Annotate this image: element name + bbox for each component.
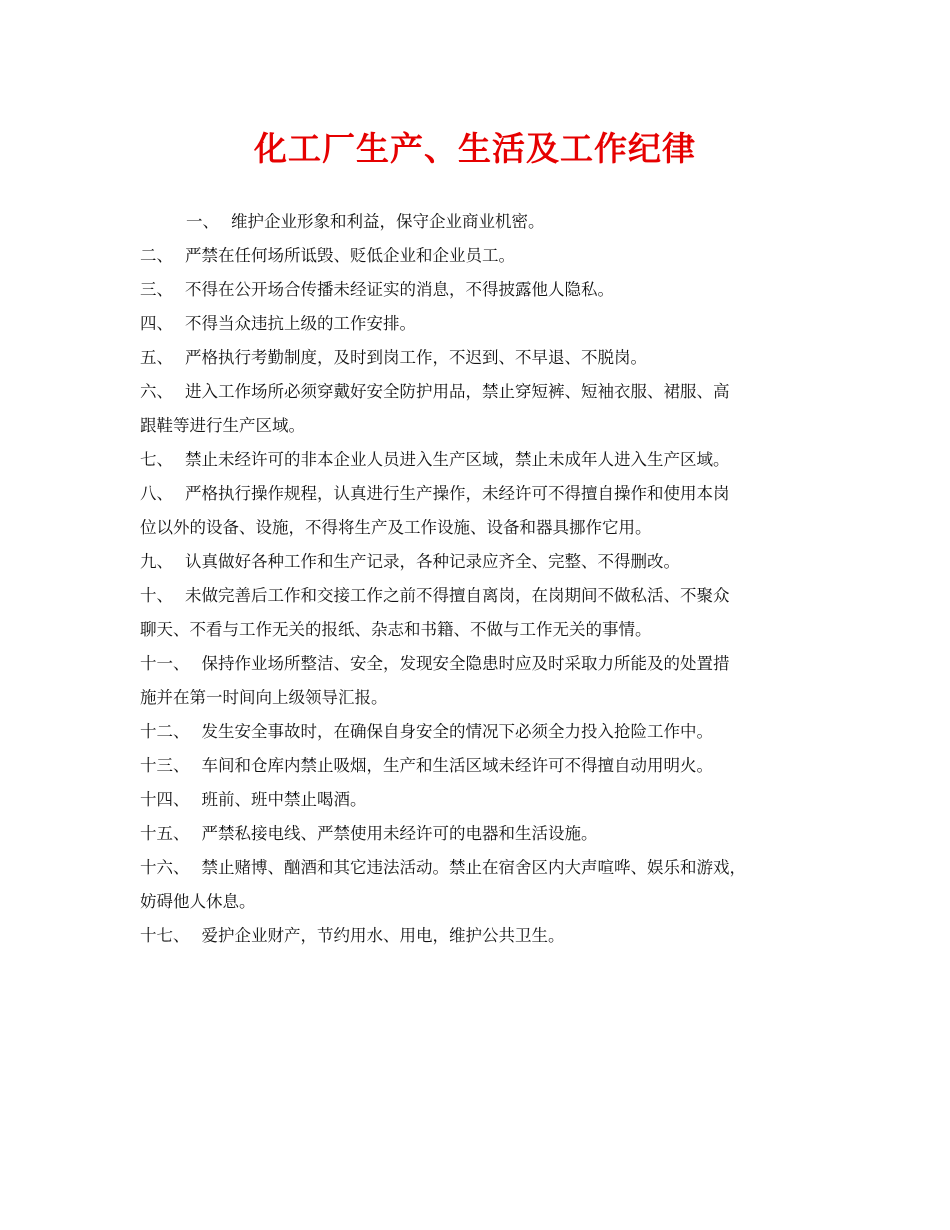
rule-text: 禁止赌博、酗酒和其它违法活动。禁止在宿舍区内大声喧哗、娱乐和游戏，: [201, 858, 746, 877]
rule-item: [140, 307, 820, 341]
rule-text: 不得在公开场合传播未经证实的消息，不得披露他人隐私。: [185, 280, 614, 299]
rule-text: 爱护企业财产，节约用水、用电，维护公共卫生。: [201, 926, 565, 945]
rule-number: 八、: [140, 484, 173, 503]
rule-number: 十、: [140, 586, 173, 605]
rule-item: [140, 715, 820, 749]
rule-item: [140, 783, 820, 817]
rule-text: 严格执行操作规程，认真进行生产操作，未经许可不得擅自操作和使用本岗: [185, 484, 730, 503]
rule-item: [140, 375, 820, 409]
rule-item: [140, 477, 820, 511]
rule-text: 保持作业场所整洁、安全，发现安全隐患时应及时采取力所能及的处置措: [201, 654, 730, 673]
rule-item-continuation: [140, 681, 820, 715]
rule-text: 跟鞋等进行生产区域。: [140, 416, 305, 435]
rule-text: 位以外的设备、设施，不得将生产及工作设施、设备和器具挪作它用。: [140, 518, 652, 537]
rule-text: 聊天、不看与工作无关的报纸、杂志和书籍、不做与工作无关的事情。: [140, 620, 652, 639]
rule-number: 十四、: [140, 790, 190, 809]
rule-item: [140, 443, 820, 477]
rule-item: [140, 205, 820, 239]
rule-item: [140, 817, 820, 851]
rule-number: 三、: [140, 280, 173, 299]
rule-item: [140, 239, 820, 273]
rule-text: 禁止未经许可的非本企业人员进入生产区域，禁止未成年人进入生产区域。: [185, 450, 730, 469]
rule-number: 七、: [140, 450, 173, 469]
rule-number: 一、: [186, 212, 219, 231]
rule-item-continuation: [140, 409, 820, 443]
rules-list: [140, 205, 820, 953]
rule-number: 九、: [140, 552, 173, 571]
rule-text: 妨碍他人休息。: [140, 892, 256, 911]
rule-number: 十六、: [140, 858, 190, 877]
rule-item: [140, 273, 820, 307]
rule-number: 十五、: [140, 824, 190, 843]
rule-number: 十二、: [140, 722, 190, 741]
rule-text: 车间和仓库内禁止吸烟，生产和生活区域未经许可不得擅自动用明火。: [201, 756, 713, 775]
rule-number: 十三、: [140, 756, 190, 775]
rule-number: 六、: [140, 382, 173, 401]
rule-item: [140, 545, 820, 579]
rule-item: [140, 851, 820, 885]
rule-text: 认真做好各种工作和生产记录，各种记录应齐全、完整、不得删改。: [185, 552, 680, 571]
rule-item-continuation: [140, 511, 820, 545]
rule-number: 十一、: [140, 654, 190, 673]
rule-item: [140, 579, 820, 613]
rule-number: 五、: [140, 348, 173, 367]
rule-text: 维护企业形象和利益，保守企业商业机密。: [231, 212, 545, 231]
rule-item: [140, 919, 820, 953]
rule-text: 进入工作场所必须穿戴好安全防护用品，禁止穿短裤、短袖衣服、裙服、高: [185, 382, 730, 401]
rule-number: 二、: [140, 246, 173, 265]
document-title: 化工厂生产、生活及工作纪律: [254, 129, 696, 168]
rule-text: 发生安全事故时，在确保自身安全的情况下必须全力投入抢险工作中。: [201, 722, 713, 741]
rule-item-continuation: [140, 613, 820, 647]
rule-text: 班前、班中禁止喝酒。: [201, 790, 367, 809]
rule-number: 十七、: [140, 926, 190, 945]
rule-text: 严禁在任何场所诋毁、贬低企业和企业员工。: [185, 246, 515, 265]
rule-text: 未做完善后工作和交接工作之前不得擅自离岗，在岗期间不做私活、不聚众: [185, 586, 730, 605]
rule-text: 不得当众违抗上级的工作安排。: [185, 314, 416, 333]
rule-item: [140, 749, 820, 783]
rule-text: 严格执行考勤制度，及时到岗工作，不迟到、不早退、不脱岗。: [185, 348, 647, 367]
rule-number: 四、: [140, 314, 173, 333]
rule-item: [140, 341, 820, 375]
rule-text: 严禁私接电线、严禁使用未经许可的电器和生活设施。: [201, 824, 598, 843]
rule-item: [140, 647, 820, 681]
rule-text: 施并在第一时间向上级领导汇报。: [140, 688, 388, 707]
rule-item-continuation: [140, 885, 820, 919]
